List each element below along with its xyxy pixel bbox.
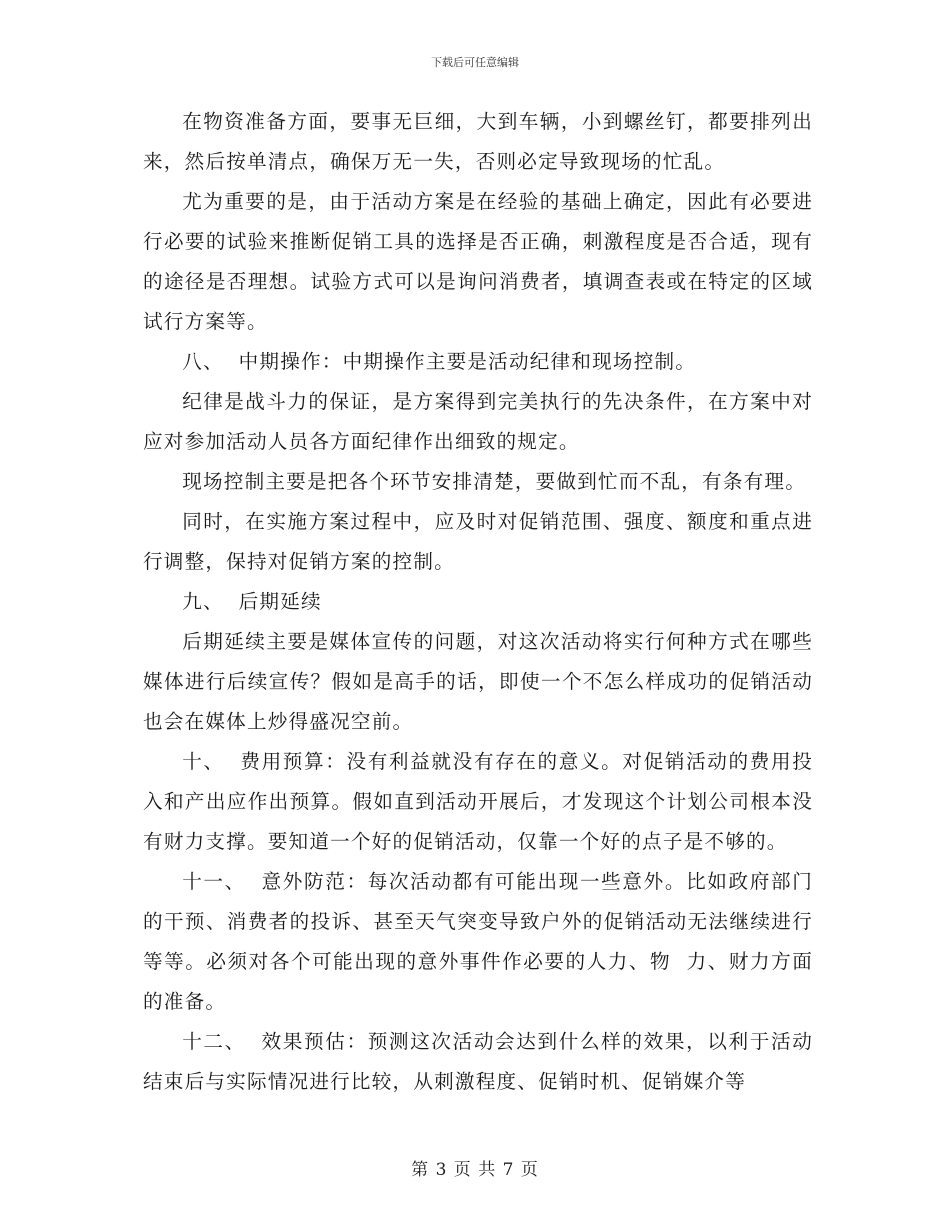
paragraph-media: 后期延续主要是媒体宣传的问题，对这次活动将实行何种方式在哪些媒体进行后续宣传？假如是高手的话，即使一个不怎么样成功的促销活动也会在媒体上炒得盛况空前。 xyxy=(143,630,813,733)
page-header: 下载后可任意编辑 xyxy=(431,56,519,69)
page-footer: 第 3 页 共 7 页 xyxy=(411,1160,539,1180)
paragraph-adjustment: 同时，在实施方案过程中，应及时对促销范围、强度、额度和重点进行调整，保持对促销方案的控制。 xyxy=(143,510,813,573)
document-body xyxy=(143,102,813,1102)
paragraph-site-control: 现场控制主要是把各个环节安排清楚，要做到忙而不乱，有条有理。 xyxy=(182,470,806,493)
paragraph-section-10: 十、 费用预算：没有利益就没有存在的意义。对促销活动的费用投入和产出应作出预算。假如直到活动开展后，才发现这个计划公司根本没有财力支撑。要知道一个好的促销活动，仅靠一个好的点子是不够的。 xyxy=(143,750,813,853)
paragraph-section-12: 十二、 效果预估：预测这次活动会达到什么样的效果，以利于活动结束后与实际情况进行比较，从刺激程度、促销时机、促销媒介等 xyxy=(143,1030,813,1093)
paragraph-discipline: 纪律是战斗力的保证，是方案得到完美执行的先决条件，在方案中对应对参加活动人员各方面纪律作出细致的规定。 xyxy=(143,390,813,453)
paragraph-trial: 尤为重要的是，由于活动方案是在经验的基础上确定，因此有必要进行必要的试验来推断促销工具的选择是否正确，刺激程度是否合适，现有的途径是否理想。试验方式可以是询问消费者，填调查表或在特定的区域试行方案等。 xyxy=(143,190,813,333)
paragraph-materials: 在物资准备方面，要事无巨细，大到车辆，小到螺丝钉，都要排列出来，然后按单清点，确保万无一失，否则必定导致现场的忙乱。 xyxy=(143,110,813,173)
paragraph-section-9: 九、 后期延续 xyxy=(182,590,322,613)
paragraph-section-8: 八、 中期操作：中期操作主要是活动纪律和现场控制。 xyxy=(182,350,697,373)
paragraph-section-11: 十一、 意外防范：每次活动都有可能出现一些意外。比如政府部门的干预、消费者的投诉、甚至天气突变导致户外的促销活动无法继续进行等等。必须对各个可能出现的意外事件作必要的人力、物 力、财力方面的准备。 xyxy=(143,870,813,1013)
